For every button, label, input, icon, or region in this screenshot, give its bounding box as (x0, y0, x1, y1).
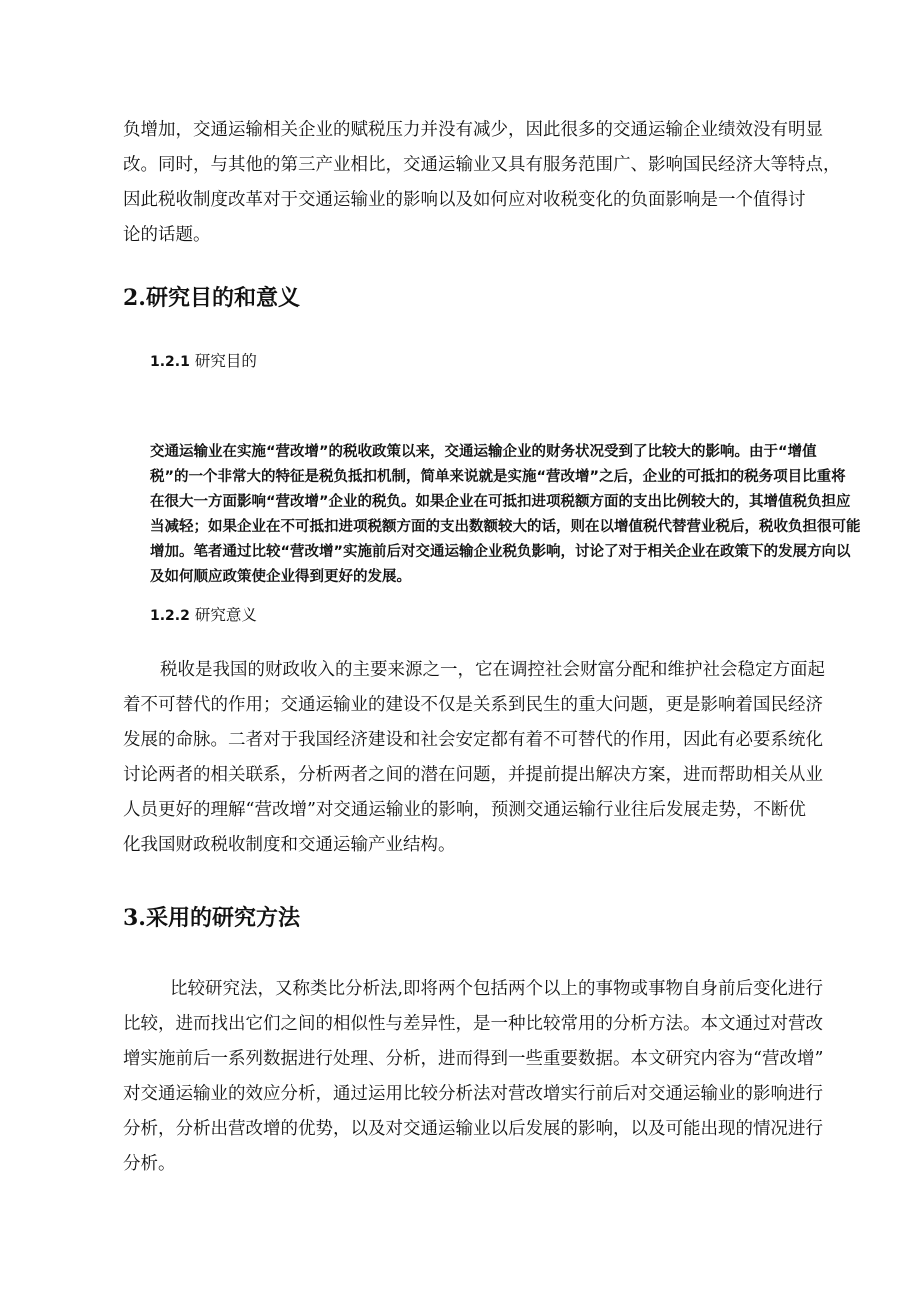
subsection-heading-1-2-1 (150, 350, 257, 373)
paragraph-line: 及如何顺应政策使企业得到更好的发展。 (150, 569, 411, 585)
paragraph-line: 因此税收制度改革对于交通运输业的影响以及如何应对收税变化的负面影响是一个值得讨 (123, 190, 806, 210)
paragraph-line: 交通运输业在实施“营改增”的税收政策以来，交通运输企业的财务状况受到了比较大的影响。由于“增值 (150, 444, 817, 460)
paragraph-line: 发展的命脉。二者对于我国经济建设和社会安定都有着不可替代的作用，因此有必要系统化 (123, 730, 823, 750)
paragraph-line: 化我国财政税收制度和交通运输产业结构。 (123, 835, 456, 855)
paragraph-line: 税”的一个非常大的特征是税负抵扣机制，简单来说就是实施“营改增”之后，企业的可抵扣的税务项目比重将 (150, 469, 846, 485)
paragraph-line: 增加。笔者通过比较“营改增”实施前后对交通运输企业税负影响，讨论了对于相关企业在政策下的发展方向以 (150, 544, 851, 560)
subsection-heading-1-2-2 (150, 604, 257, 627)
paragraph-line: 比较研究法，又称类比分析法,即将两个包括两个以上的事物或事物自身前后变化进行 (170, 979, 824, 999)
paragraph-line: 税收是我国的财政收入的主要来源之一，它在调控社会财富分配和维护社会稳定方面起 (160, 660, 825, 680)
paragraph-line: 论的话题。 (123, 225, 211, 245)
subsection-number: 1.2.2 (150, 608, 190, 624)
paragraph-line: 在很大一方面影响“营改增”企业的税负。如果企业在可抵扣进项税额方面的支出比例较大的，其增值税负担应 (150, 494, 851, 510)
paragraph-line: 分析。 (123, 1154, 176, 1174)
paragraph-line: 分析，分析出营改增的优势，以及对交通运输业以后发展的影响，以及可能出现的情况进行 (123, 1119, 823, 1139)
section-heading-3: 3.采用的研究方法 (123, 905, 300, 931)
paragraph-line: 比较，进而找出它们之间的相似性与差异性，是一种比较常用的分析方法。本文通过对营改 (123, 1014, 823, 1034)
paragraph-line: 当减轻；如果企业在不可抵扣进项税额方面的支出数额较大的话，则在以增值税代替营业税后，税收负担很可能 (150, 519, 861, 535)
subsection-title: 研究意义 (194, 606, 257, 624)
subsection-number: 1.2.1 (150, 354, 190, 370)
paragraph-line: 人员更好的理解“营改增”对交通运输业的影响，预测交通运输行业往后发展走势，不断优 (123, 800, 806, 820)
section-heading-2: 2.研究目的和意义 (123, 285, 300, 311)
paragraph-line: 讨论两者的相关联系，分析两者之间的潜在问题，并提前提出解决方案，进而帮助相关从业 (123, 765, 823, 785)
paragraph-line: 增实施前后一系列数据进行处理、分析，进而得到一些重要数据。本文研究内容为“营改增” (123, 1049, 824, 1069)
subsection-title: 研究目的 (194, 352, 257, 370)
paragraph-line: 对交通运输业的效应分析，通过运用比较分析法对营改增实行前后对交通运输业的影响进行 (123, 1084, 823, 1104)
paragraph-line: 着不可替代的作用；交通运输业的建设不仅是关系到民生的重大问题，更是影响着国民经济 (123, 695, 823, 715)
paragraph-line: 负增加，交通运输相关企业的赋税压力并没有减少，因此很多的交通运输企业绩效没有明显 (123, 120, 823, 140)
paragraph-line: 改。同时，与其他的第三产业相比，交通运输业又具有服务范围广、影响国民经济大等特点， (123, 155, 841, 175)
